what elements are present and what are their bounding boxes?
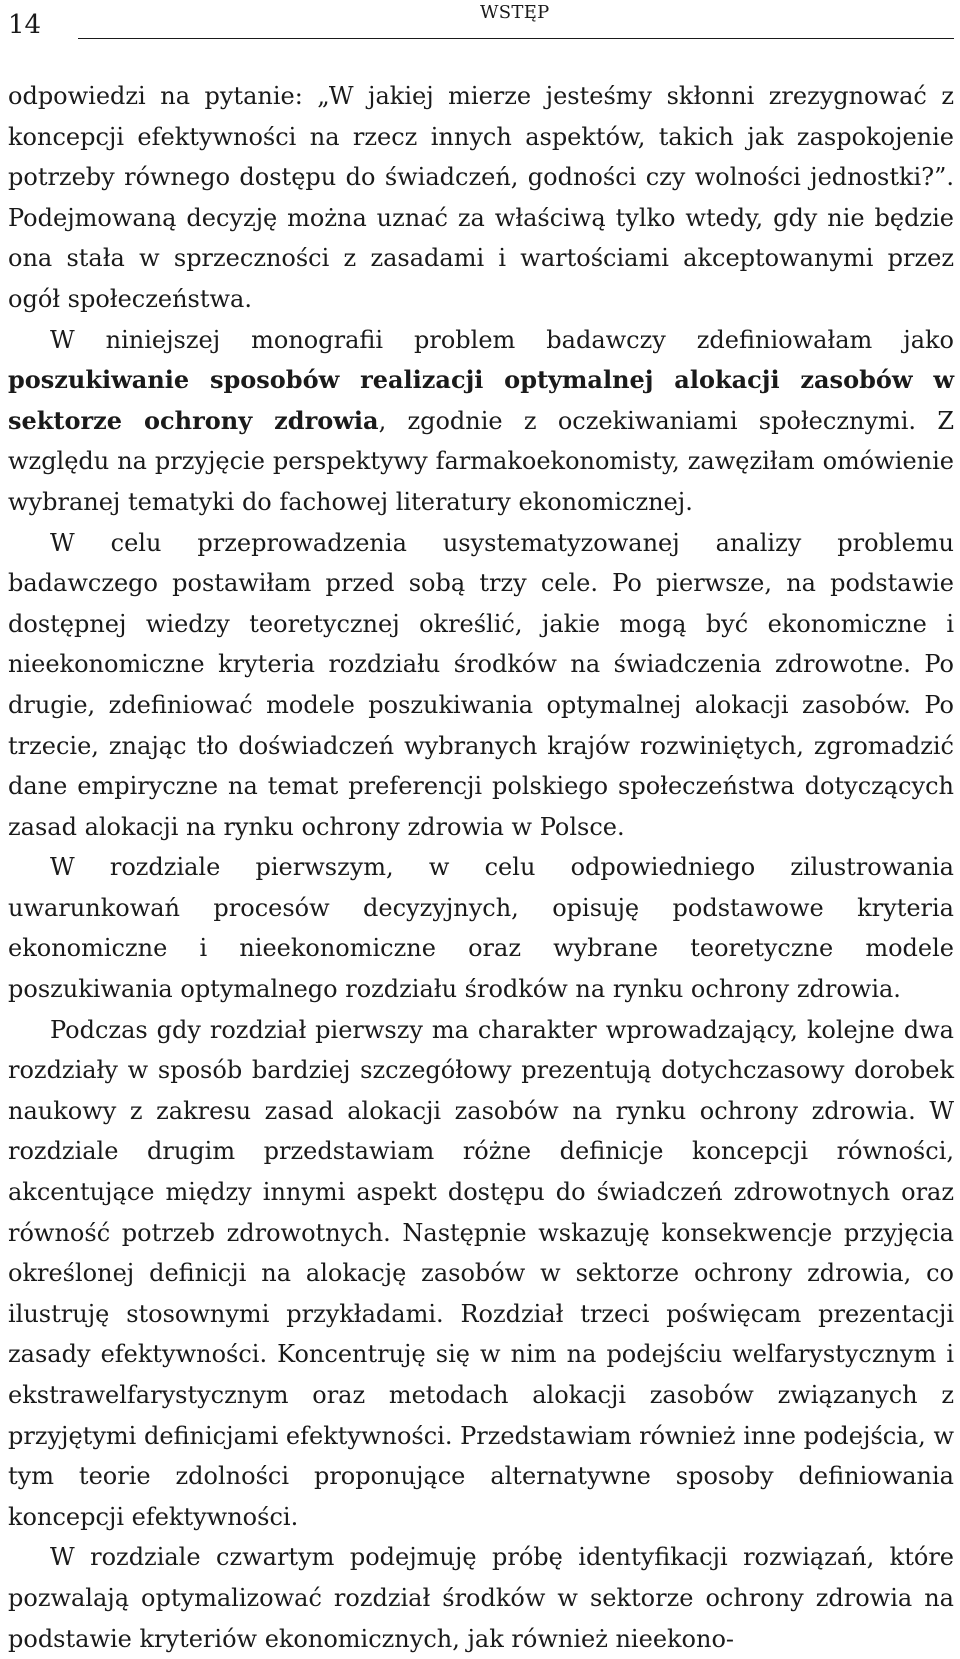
paragraph-6: W rozdziale czwartym podejmuję próbę identyfikacji rozwiązań, które pozwalają optymalizować rozdział środków w sektorze ochrony zdrowia na podstawie kryteriów ekonomicznych, jak również nieekono- [8, 1543, 954, 1653]
paragraph-5: Podczas gdy rozdział pierwszy ma charakter wprowadzający, kolejne dwa rozdziały w sposób bardziej szczegółowy prezentują dotychczasowy dorobek naukowy z zakresu zasad alokacji zasobów na rynku ochrony zdrowia. W rozdziale drugim przedstawiam różne definicje koncepcji równości, akcentujące między innymi aspekt dostępu do świadczeń zdrowotnych oraz równość potrzeb zdrowotnych. Następnie wskazuję konsekwencje przyjęcia określonej definicji na alokację zasobów w sektorze ochrony zdrowia, co ilustruję stosownymi przykładami. Rozdział trzeci poświęcam prezentacji zasady efektywności. Koncentruję się w nim na podejściu welfarystycznym i ekstrawelfarystycznym oraz metodach alokacji zasobów związanych z przyjętymi definicjami efektywności. Przedstawiam również inne podejścia, w tym teorie zdolności proponujące alternatywne sposoby definiowania koncepcji efektywności. [8, 1015, 954, 1531]
paragraph-3: W celu przeprowadzenia usystematyzowanej analizy problemu badawczego postawiłam przed sobą trzy cele. Po pierwsze, na podstawie dostępnej wiedzy teoretycznej określić, jakie mogą być ekonomiczne i nieekonomiczne kryteria rozdziału środków na świadczenia zdrowotne. Po drugie, zdefiniować modele poszukiwania optymalnej alokacji zasobów. Po trzecie, znając tło doświadczeń wybranych krajów rozwiniętych, zgromadzić dane empiryczne na temat preferencji polskiego społeczeństwa dotyczących zasad alokacji na rynku ochrony zdrowia w Polsce. [8, 528, 954, 841]
page-number: 14 [8, 10, 42, 40]
paragraph-2 [8, 320, 954, 523]
paragraph-2-text-a: W niniejszej monografii problem badawczy zdefiniowałam jako [50, 325, 954, 354]
paragraph-4: W rozdziale pierwszym, w celu odpowiedniego zilustrowania uwarunkowań procesów decyzyjnych, opisuję podstawowe kryteria ekonomiczne i nieekonomiczne oraz wybrane teoretyczne modele poszukiwania optymalnego rozdziału środków na rynku ochrony zdrowia. [8, 853, 954, 1004]
research-problem-emphasis: poszukiwanie sposobów realizacji optymalnej alokacji zasobów w sektorze ochrony zdrowia [8, 365, 954, 435]
running-head: WSTĘP [480, 2, 550, 23]
body-text [8, 76, 954, 1659]
paragraph-2-text-b: , zgodnie z oczekiwaniami społecznymi. Z względu na przyjęcie perspektywy farmakoekonomisty, zawęziłam omówienie wybranej tematyki do fachowej literatury ekonomicznej. [8, 406, 954, 516]
book-page [8, 0, 954, 1653]
header-rule [78, 38, 954, 39]
page-header [8, 0, 954, 50]
paragraph-1: odpowiedzi na pytanie: „W jakiej mierze jesteśmy skłonni zrezygnować z koncepcji efektywności na rzecz innych aspektów, takich jak zaspokojenie potrzeby równego dostępu do świadczeń, godności czy wolności jednostki?”. Podejmowaną decyzję można uznać za właściwą tylko wtedy, gdy nie będzie ona stała w sprzeczności z zasadami i wartościami akceptowanymi przez ogół społeczeństwa. [8, 82, 954, 313]
